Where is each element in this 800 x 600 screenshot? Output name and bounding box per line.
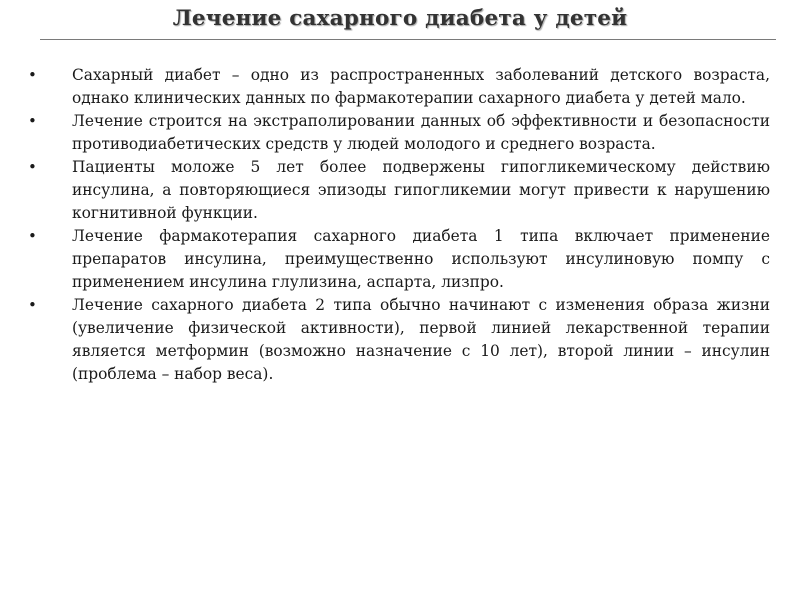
bullet-marker: • xyxy=(28,112,37,130)
list-item xyxy=(28,156,770,225)
bullet-text: Сахарный диабет – одно из распространенных заболеваний детского возраста, однако клинических данных по фармакотерапии сахарного диабета у детей мало. xyxy=(72,66,770,107)
bullet-list xyxy=(28,64,770,386)
title-divider xyxy=(40,39,776,40)
list-item xyxy=(28,225,770,294)
bullet-marker: • xyxy=(28,227,37,245)
bullet-marker: • xyxy=(28,158,37,176)
bullet-text: Лечение сахарного диабета 2 типа обычно начинают с изменения образа жизни (увеличение физической активности), первой линией лекарственной терапии является метформин (возможно назначение с 10 лет), второй линии – инсулин (проблема – набор веса). xyxy=(72,296,770,383)
bullet-text: Лечение фармакотерапия сахарного диабета 1 типа включает применение препаратов инсулина, преимущественно используют инсулиновую помпу с применением инсулина глулизина, аспарта, лизпро. xyxy=(72,227,770,291)
bullet-text: Пациенты моложе 5 лет более подвержены гипогликемическому действию инсулина, а повторяющиеся эпизоды гипогликемии могут привести к нарушению когнитивной функции. xyxy=(72,158,770,222)
list-item xyxy=(28,64,770,110)
bullet-text: Лечение строится на экстраполировании данных об эффективности и безопасности противодиабетических средств у людей молодого и среднего возраста. xyxy=(72,112,770,153)
slide-title: Лечение сахарного диабета у детей xyxy=(172,6,628,31)
list-item xyxy=(28,294,770,386)
list-item xyxy=(28,110,770,156)
bullet-marker: • xyxy=(28,66,37,84)
bullet-marker: • xyxy=(28,296,37,314)
